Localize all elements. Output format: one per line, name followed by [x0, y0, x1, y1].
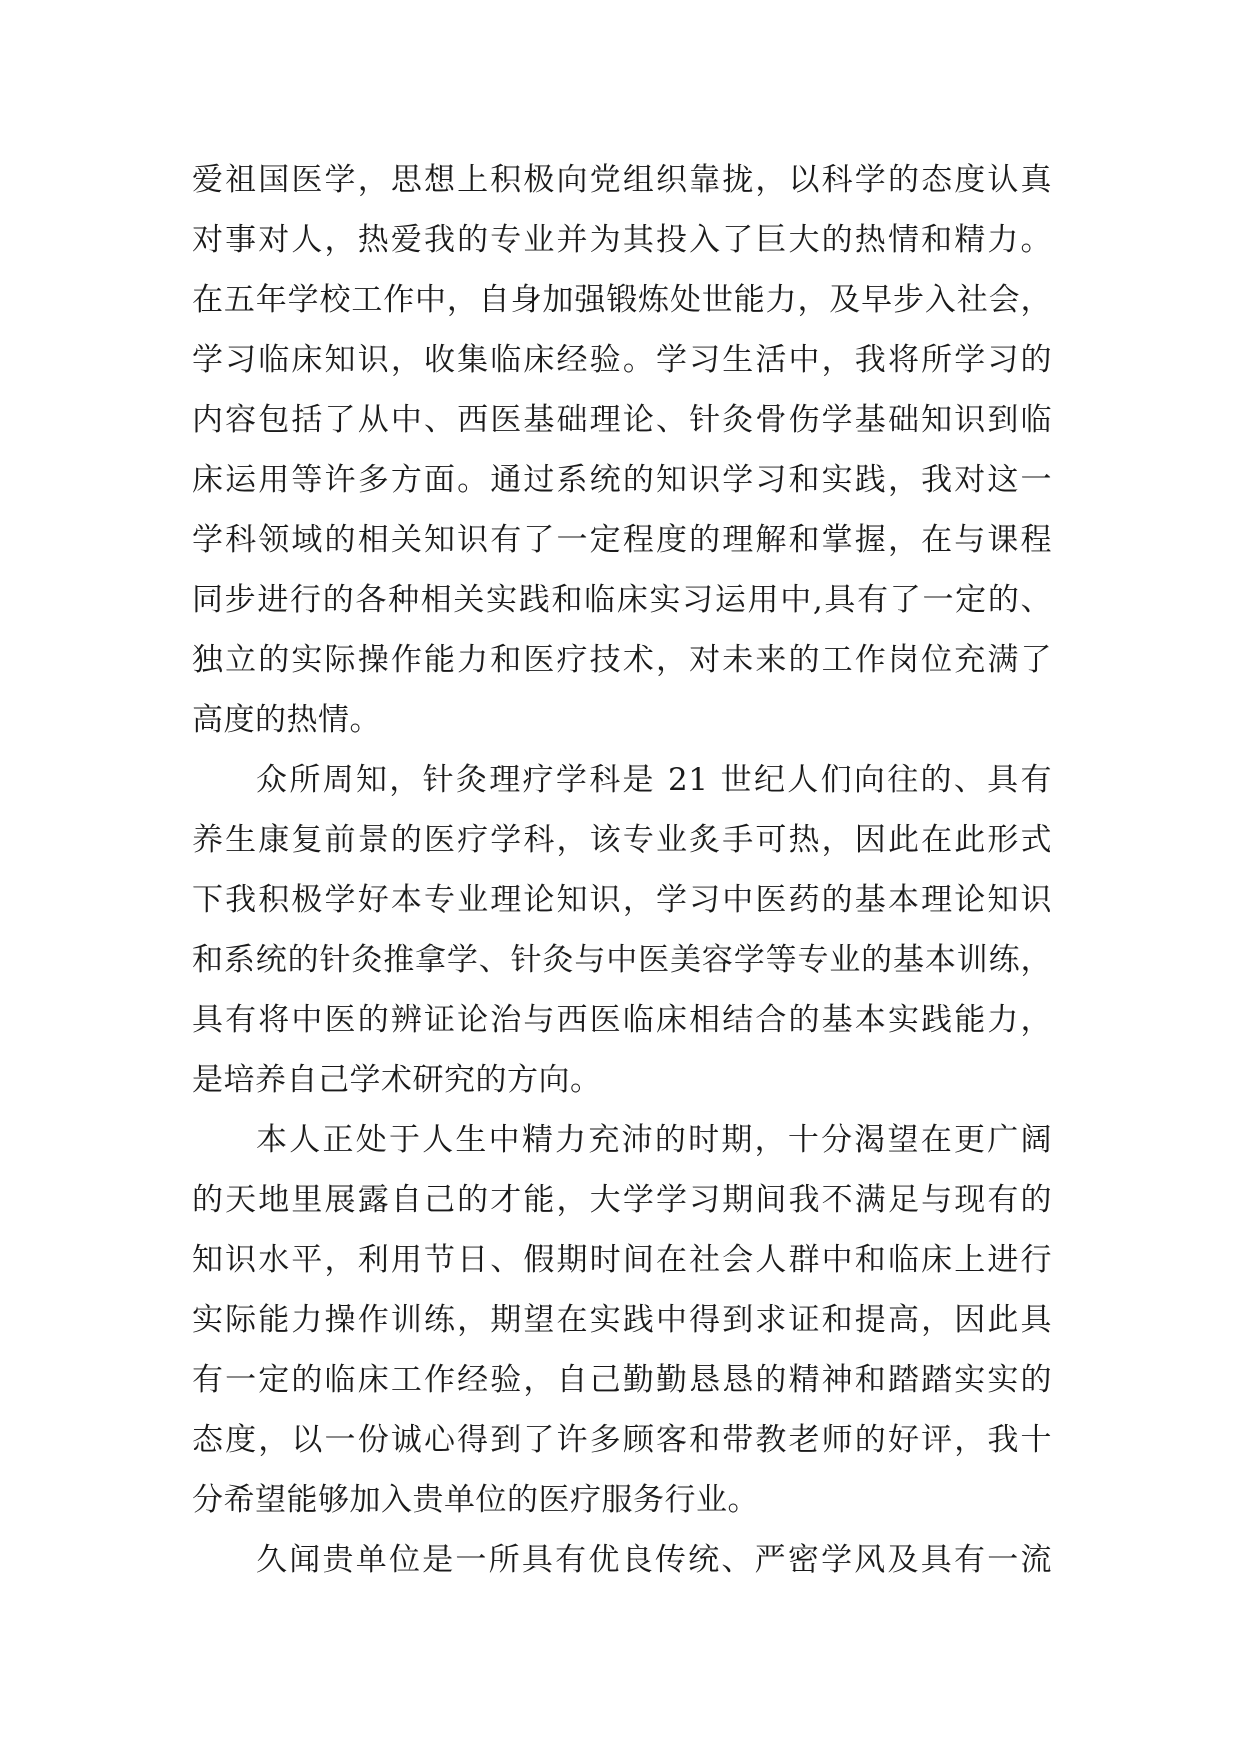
- text-line: 众所周知，针灸理疗学科是 21 世纪人们向往的、具有: [256, 762, 1052, 798]
- paragraph: [192, 1530, 1052, 1590]
- text-line: 实际能力操作训练，期望在实践中得到求证和提高，因此具: [192, 1302, 1052, 1338]
- paragraph: [192, 1110, 1052, 1530]
- text-line: 独立的实际操作能力和医疗技术，对未来的工作岗位充满了: [192, 642, 1052, 678]
- text-line: 的天地里展露自己的才能，大学学习期间我不满足与现有的: [192, 1182, 1052, 1218]
- text-line: 态度，以一份诚心得到了许多顾客和带教老师的好评，我十: [192, 1422, 1052, 1458]
- text-line: 养生康复前景的医疗学科，该专业炙手可热，因此在此形式: [192, 822, 1052, 858]
- paragraph: [192, 150, 1052, 750]
- text-line: 爱祖国医学，思想上积极向党组织靠拢，以科学的态度认真: [192, 162, 1052, 198]
- text-line: 学习临床知识，收集临床经验。学习生活中，我将所学习的: [192, 342, 1052, 378]
- text-line: 在五年学校工作中，自身加强锻炼处世能力，及早步入社会，: [192, 282, 1052, 318]
- paragraph: [192, 750, 1052, 1110]
- text-line: 有一定的临床工作经验，自己勤勤恳恳的精神和踏踏实实的: [192, 1362, 1052, 1398]
- text-line: 学科领域的相关知识有了一定程度的理解和掌握，在与课程: [192, 522, 1052, 558]
- text-line: 同步进行的各种相关实践和临床实习运用中,具有了一定的、: [192, 582, 1052, 618]
- text-line: 对事对人，热爱我的专业并为其投入了巨大的热情和精力。: [192, 222, 1052, 258]
- text-line: 和系统的针灸推拿学、针灸与中医美容学等专业的基本训练，: [192, 942, 1052, 978]
- text-line: 分希望能够加入贵单位的医疗服务行业。: [192, 1482, 759, 1518]
- document-body: [192, 150, 1052, 1590]
- text-line: 具有将中医的辨证论治与西医临床相结合的基本实践能力，: [192, 1002, 1052, 1038]
- text-line: 内容包括了从中、西医基础理论、针灸骨伤学基础知识到临: [192, 402, 1052, 438]
- text-line: 是培养自己学术研究的方向。: [192, 1062, 602, 1098]
- text-line: 下我积极学好本专业理论知识，学习中医药的基本理论知识: [192, 882, 1052, 918]
- text-line: 本人正处于人生中精力充沛的时期，十分渴望在更广阔: [256, 1122, 1052, 1158]
- text-line: 知识水平，利用节日、假期时间在社会人群中和临床上进行: [192, 1242, 1052, 1278]
- text-line: 久闻贵单位是一所具有优良传统、严密学风及具有一流: [256, 1542, 1052, 1578]
- text-line: 床运用等许多方面。通过系统的知识学习和实践，我对这一: [192, 462, 1052, 498]
- text-line: 高度的热情。: [192, 702, 381, 738]
